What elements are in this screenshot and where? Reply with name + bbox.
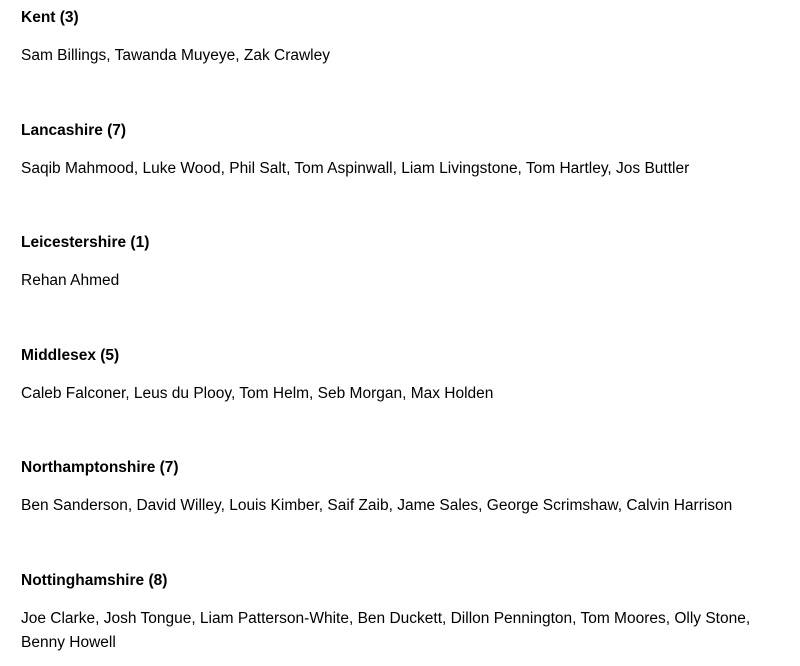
county-section-northamptonshire xyxy=(21,456,780,518)
player-list: Caleb Falconer, Leus du Plooy, Tom Helm, Seb Morgan, Max Holden xyxy=(21,385,494,402)
county-heading: Kent (3) xyxy=(21,9,79,26)
player-list: Rehan Ahmed xyxy=(21,272,120,289)
county-heading: Nottinghamshire (8) xyxy=(21,572,168,589)
county-section-kent xyxy=(21,6,780,68)
player-list: Sam Billings, Tawanda Muyeye, Zak Crawley xyxy=(21,47,330,64)
county-section-nottinghamshire xyxy=(21,569,780,655)
player-list: Saqib Mahmood, Luke Wood, Phil Salt, Tom Aspinwall, Liam Livingstone, Tom Hartley, Jos Buttler xyxy=(21,160,690,177)
county-section-leicestershire xyxy=(21,231,780,293)
player-list: Joe Clarke, Josh Tongue, Liam Patterson-White, Ben Duckett, Dillon Pennington, Tom Moores, Olly Stone, Benny Howell xyxy=(21,610,751,651)
county-heading: Lancashire (7) xyxy=(21,122,127,139)
county-section-lancashire xyxy=(21,119,780,181)
county-heading: Middlesex (5) xyxy=(21,347,120,364)
player-list: Ben Sanderson, David Willey, Louis Kimber, Saif Zaib, Jame Sales, George Scrimshaw, Calvin Harrison xyxy=(21,497,733,514)
county-heading: Leicestershire (1) xyxy=(21,234,150,251)
county-heading: Northamptonshire (7) xyxy=(21,459,179,476)
county-section-middlesex xyxy=(21,344,780,406)
